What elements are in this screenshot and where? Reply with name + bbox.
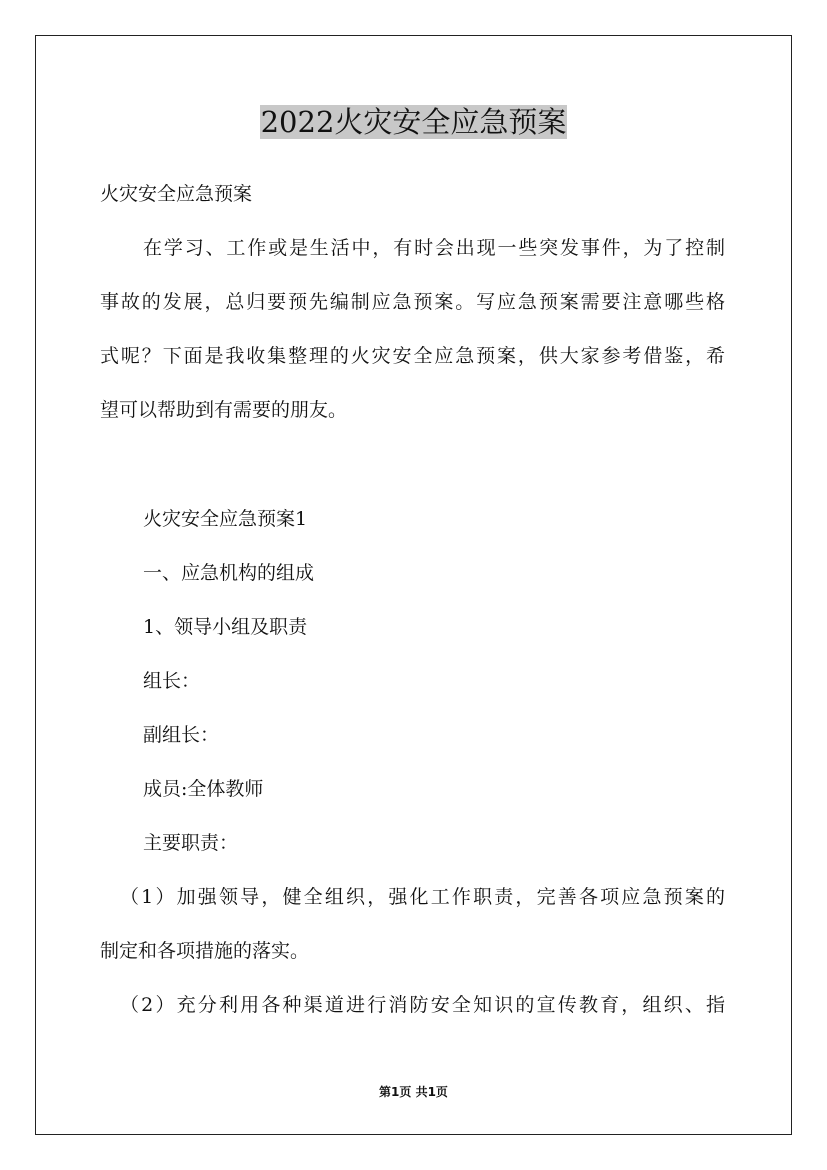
page-footer: 第1页 共1页: [379, 1085, 448, 1099]
document-title: 2022火灾安全应急预案: [260, 105, 567, 139]
deputy-label: 副组长：: [143, 724, 220, 746]
intro-line-3: 式呢？下面是我收集整理的火灾安全应急预案，供大家参考借鉴，希: [100, 345, 725, 367]
item-one-heading: 1、领导小组及职责: [143, 616, 308, 638]
duties-label: 主要职责：: [143, 832, 239, 854]
intro-line-4: 望可以帮助到有需要的朋友。: [100, 399, 348, 421]
part-one-heading: 一、应急机构的组成: [143, 562, 315, 584]
intro-line-1: 在学习、工作或是生活中，有时会出现一些突发事件，为了控制: [143, 237, 725, 259]
duty-1-line-1: （1）加强领导，健全组织，强化工作职责，完善各项应急预案的: [120, 886, 725, 908]
duty-2-line-1: （2）充分利用各种渠道进行消防安全知识的宣传教育，组织、指: [120, 994, 725, 1016]
section-heading: 火灾安全应急预案1: [143, 508, 308, 530]
duty-1-line-2: 制定和各项措施的落实。: [100, 940, 310, 962]
document-subtitle: 火灾安全应急预案: [100, 183, 253, 205]
intro-line-2: 事故的发展，总归要预先编制应急预案。写应急预案需要注意哪些格: [100, 291, 725, 313]
members-line: 成员:全体教师: [143, 778, 264, 800]
leader-label: 组长：: [143, 670, 201, 692]
